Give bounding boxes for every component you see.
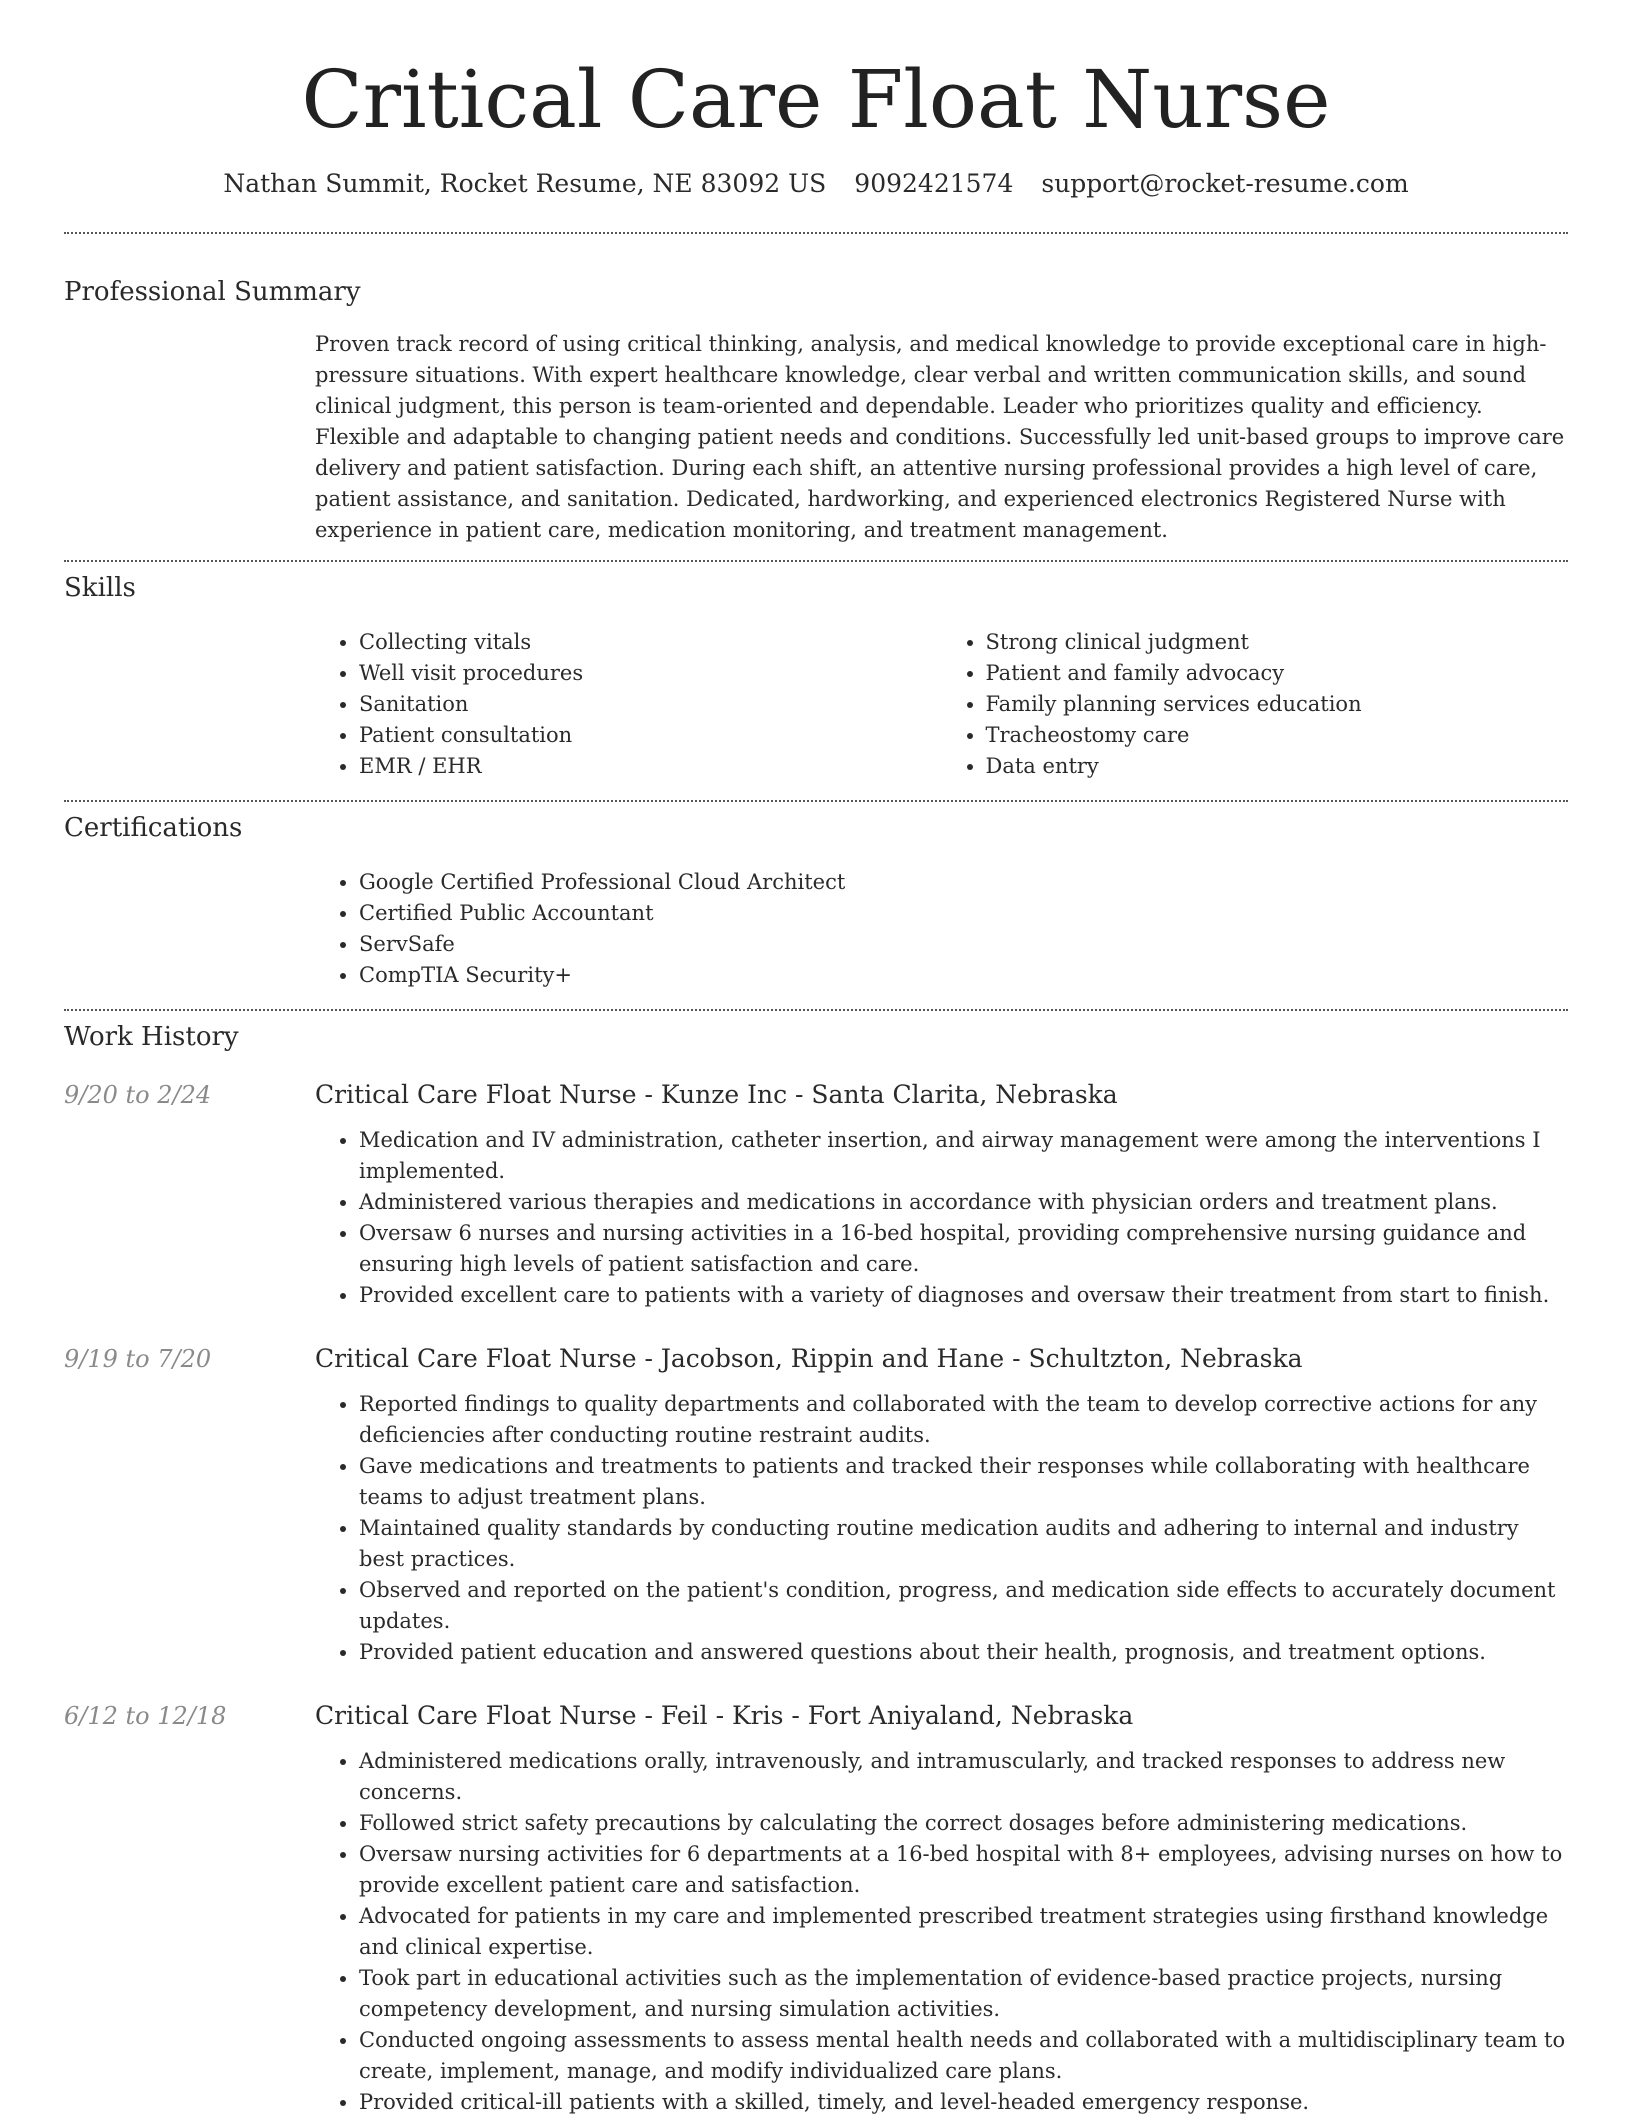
job-bullet: • Oversaw 6 nurses and nursing activities in a 16-bed hospital, providing comprehensive nursing guidance and ensuring high levels of patient satisfaction and care.: [359, 1218, 1568, 1280]
job-bullet: • Followed strict safety precautions by calculating the correct dosages before administering medications.: [359, 1808, 1568, 1839]
skills-list: [315, 627, 1568, 782]
skill-item: • Tracheostomy care: [986, 720, 1569, 751]
job-bullet: • Administered various therapies and medications in accordance with physician orders and treatment plans.: [359, 1187, 1568, 1218]
certifications-list: [315, 867, 1568, 991]
section-title-certifications: Certifications: [64, 813, 243, 843]
divider: [64, 232, 1568, 234]
job-heading: Critical Care Float Nurse - Feil - Kris - Fort Aniyaland, Nebraska: [315, 1701, 1134, 1730]
contact-email: support@rocket-resume.com: [1041, 169, 1409, 198]
job-bullets: [315, 1389, 1568, 1668]
job-bullet: • Took part in educational activities such as the implementation of evidence-based practice projects, nursing competency development, and nursing simulation activities.: [359, 1963, 1568, 2025]
job-dates: 9/19 to 7/20: [64, 1345, 212, 1373]
job-bullet: • Reported findings to quality departments and collaborated with the team to develop corrective actions for any deficiencies after conducting routine restraint audits.: [359, 1389, 1568, 1451]
job-bullet: • Provided excellent care to patients with a variety of diagnoses and oversaw their treatment from start to finish.: [359, 1280, 1568, 1311]
divider: [64, 1009, 1568, 1011]
job-bullet: • Medication and IV administration, catheter insertion, and airway management were among the interventions I implemented.: [359, 1125, 1568, 1187]
certification-item: • Google Certified Professional Cloud Architect: [359, 867, 1568, 898]
job-heading: Critical Care Float Nurse - Jacobson, Rippin and Hane - Schultzton, Nebraska: [315, 1344, 1303, 1373]
skill-item: • Patient and family advocacy: [986, 658, 1569, 689]
section-title-work-history: Work History: [64, 1022, 239, 1052]
job-bullet: • Maintained quality standards by conducting routine medication audits and adhering to internal and industry best practices.: [359, 1513, 1568, 1575]
job-heading: Critical Care Float Nurse - Kunze Inc - Santa Clarita, Nebraska: [315, 1080, 1118, 1109]
job-bullet: • Observed and reported on the patient's condition, progress, and medication side effects to accurately document updates.: [359, 1575, 1568, 1637]
contact-address: Nathan Summit, Rocket Resume, NE 83092 US: [223, 169, 827, 198]
summary-text: Proven track record of using critical thinking, analysis, and medical knowledge to provide exceptional care in high-pressure situations. With expert healthcare knowledge, clear verbal and written communication skills, and sound clinical judgment, this person is team-oriented and dependable. Leader who prioritizes quality and efficiency. Flexible and adaptable to changing patient needs and conditions. Successfully led unit-based groups to improve care delivery and patient satisfaction. During each shift, an attentive nursing professional provides a high level of care, patient assistance, and sanitation. Dedicated, hardworking, and experienced electronics Registered Nurse with experience in patient care, medication monitoring, and treatment management.: [315, 332, 1565, 542]
skill-item: • Patient consultation: [359, 720, 942, 751]
section-title-summary: Professional Summary: [64, 277, 361, 307]
skill-item: • Well visit procedures: [359, 658, 942, 689]
certification-item: • ServSafe: [359, 929, 1568, 960]
job-bullets: [315, 1125, 1568, 1311]
skill-item: • Collecting vitals: [359, 627, 942, 658]
job-bullet: • Gave medications and treatments to patients and tracked their responses while collaborating with healthcare teams to adjust treatment plans.: [359, 1451, 1568, 1513]
resume-title: Critical Care Float Nurse: [301, 53, 1331, 146]
section-title-skills: Skills: [64, 573, 136, 603]
skill-item: • Data entry: [986, 751, 1569, 782]
job-bullet: • Provided patient education and answered questions about their health, prognosis, and treatment options.: [359, 1637, 1568, 1668]
job-bullet: • Oversaw nursing activities for 6 departments at a 16-bed hospital with 8+ employees, advising nurses on how to provide excellent patient care and satisfaction.: [359, 1839, 1568, 1901]
certification-item: • Certified Public Accountant: [359, 898, 1568, 929]
resume-page: [64, 0, 1568, 2118]
job-bullets: [315, 1746, 1568, 2118]
job-bullet: • Advocated for patients in my care and implemented prescribed treatment strategies using firsthand knowledge and clinical expertise.: [359, 1901, 1568, 1963]
skill-item: • EMR / EHR: [359, 751, 942, 782]
job-bullet: • Conducted ongoing assessments to assess mental health needs and collaborated with a multidisciplinary team to create, implement, manage, and modify individualized care plans.: [359, 2025, 1568, 2087]
job-dates: 9/20 to 2/24: [64, 1081, 212, 1109]
divider: [64, 560, 1568, 562]
job-entry: [64, 1079, 1568, 1311]
skills-column-right: [942, 627, 1569, 782]
job-dates: 6/12 to 12/18: [64, 1702, 227, 1730]
job-entry: [64, 1700, 1568, 2118]
contact-phone: 9092421574: [854, 169, 1014, 198]
contact-line: [64, 168, 1568, 200]
job-entry: [64, 1343, 1568, 1668]
job-bullet: • Administered medications orally, intravenously, and intramuscularly, and tracked responses to address new concerns.: [359, 1746, 1568, 1808]
certification-item: • CompTIA Security+: [359, 960, 1568, 991]
job-bullet: • Provided critical-ill patients with a skilled, timely, and level-headed emergency response.: [359, 2087, 1568, 2118]
divider: [64, 800, 1568, 802]
skills-column-left: [315, 627, 942, 782]
skill-item: • Sanitation: [359, 689, 942, 720]
skill-item: • Family planning services education: [986, 689, 1569, 720]
skill-item: • Strong clinical judgment: [986, 627, 1569, 658]
